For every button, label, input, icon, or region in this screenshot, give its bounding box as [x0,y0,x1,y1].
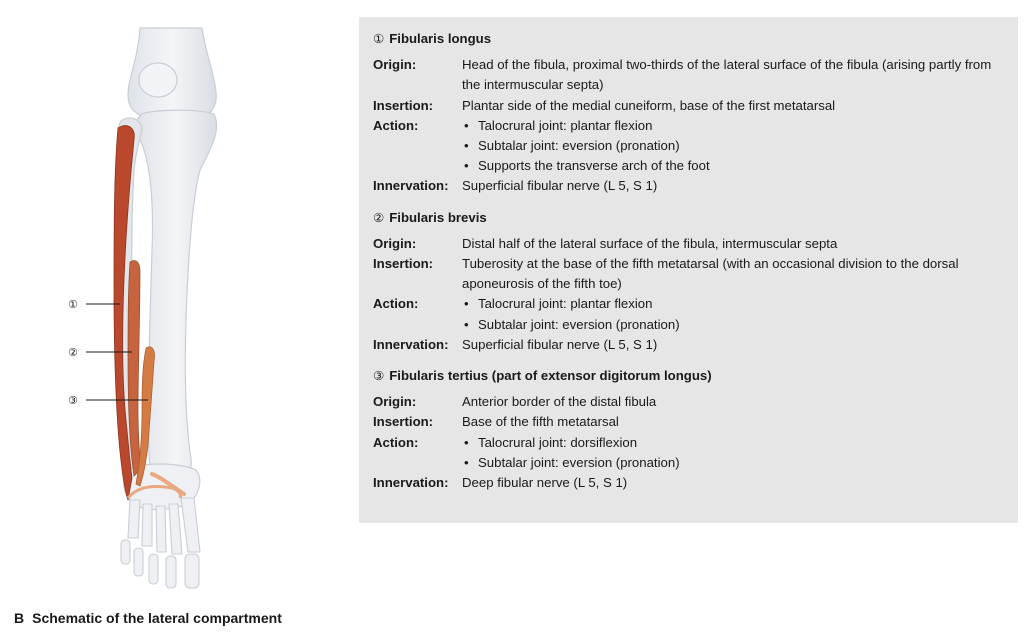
action-row [373,116,1004,177]
origin-value: Head of the fibula, proximal two-thirds of the lateral surface of the fibula (arising partly from the intermuscular septa) [462,57,992,93]
innervation-label: Innervation: [373,336,449,352]
innervation-label: Innervation: [373,475,449,491]
caption-text: Schematic of the lateral compartment [32,610,282,626]
origin-label: Origin: [373,57,417,73]
innervation-value: Deep fibular nerve (L 5, S 1) [462,475,628,491]
action-item: • Talocrural joint: dorsiflexion [462,433,1004,453]
muscle-block-fibularis-tertius [373,366,1004,493]
muscle-name: Fibularis brevis [389,209,487,225]
muscle-number: ② [373,209,385,225]
muscle-name: Fibularis tertius (part of extensor digitorum longus) [389,368,712,384]
muscle-title [373,208,1004,228]
innervation-value: Superficial fibular nerve (L 5, S 1) [462,336,658,352]
patella-bone [139,63,177,97]
action-item: • Talocrural joint: plantar flexion [462,116,1004,136]
insertion-label: Insertion: [373,97,434,113]
origin-value: Distal half of the lateral surface of the fibula, intermuscular septa [462,235,838,251]
insertion-value: Base of the fifth metatarsal [462,414,619,430]
origin-row [373,392,1004,412]
caption-letter: B [14,610,25,626]
action-row [373,433,1004,473]
figure-caption [14,610,282,626]
origin-label: Origin: [373,394,417,410]
innervation-row [373,473,1004,493]
callout-number-3: ③ [68,394,78,407]
origin-row [373,55,1004,95]
action-item: • Supports the transverse arch of the foot [462,156,1004,176]
insertion-value: Plantar side of the medial cuneiform, base of the first metatarsal [462,97,836,113]
muscle-info-panel [359,17,1018,523]
insertion-label: Insertion: [373,414,434,430]
origin-row [373,234,1004,254]
origin-value: Anterior border of the distal fibula [462,394,657,410]
metatarsal-bones [128,498,200,554]
innervation-value: Superficial fibular nerve (L 5, S 1) [462,178,658,194]
insertion-row [373,96,1004,116]
action-label: Action: [373,434,419,450]
action-item: • Subtalar joint: eversion (pronation) [462,453,1004,473]
leg-anatomy-illustration [0,0,350,600]
innervation-row [373,176,1004,196]
insertion-label: Insertion: [373,256,434,272]
muscle-number: ③ [373,368,385,384]
action-row [373,294,1004,334]
muscle-title [373,366,1004,386]
action-list [462,294,1004,334]
origin-label: Origin: [373,235,417,251]
action-list [462,116,1004,177]
muscle-title [373,29,1004,49]
muscle-block-fibularis-brevis [373,208,1004,355]
action-item: • Talocrural joint: plantar flexion [462,294,1004,314]
muscle-number: ① [373,31,385,46]
muscle-name: Fibularis longus [389,31,492,46]
action-list [462,433,1004,473]
action-label: Action: [373,117,419,133]
callout-number-2: ② [68,346,78,359]
insertion-row [373,254,1004,294]
insertion-row [373,412,1004,432]
action-item: • Subtalar joint: eversion (pronation) [462,315,1004,335]
callout-number-1: ① [68,298,78,311]
action-item: • Subtalar joint: eversion (pronation) [462,136,1004,156]
muscle-block-fibularis-longus [373,29,1004,197]
insertion-value: Tuberosity at the base of the fifth metatarsal (with an occasional division to the dorsal aponeurosis of the fifth toe) [462,256,959,292]
action-label: Action: [373,296,419,312]
innervation-row [373,335,1004,355]
innervation-label: Innervation: [373,178,449,194]
